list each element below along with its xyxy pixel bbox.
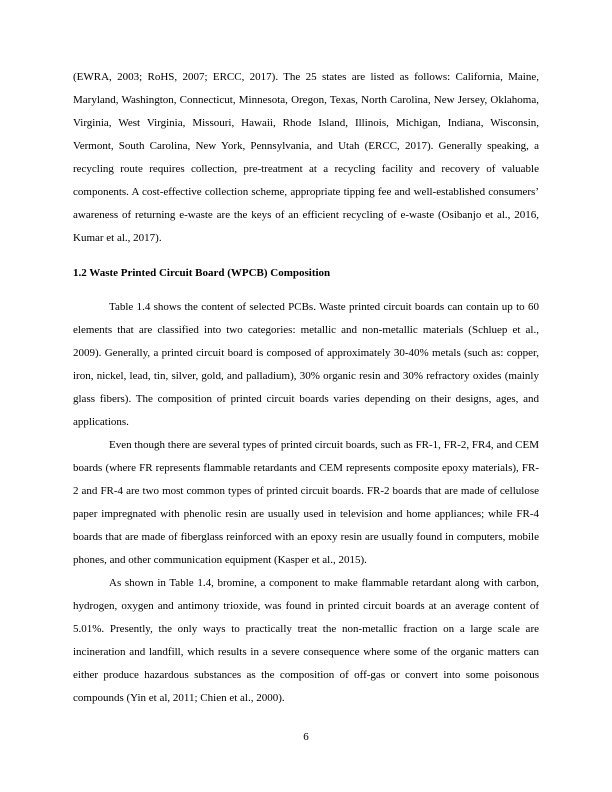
spacer: [73, 250, 539, 262]
page-number: 6: [303, 731, 309, 743]
paragraph-pcb-types: Even though there are several types of printed circuit boards, such as FR-1, FR-2, FR4, and CEM boards (where FR represents flammable retardants and CEM represents composite epoxy materials), FR-2 and FR-4 are two most common types of printed circuit boards. FR-2 boards that are made of cellulose paper impregnated with phenolic resin are usually used in television and home appliances; while FR-4 boards that are made of fiberglass reinforced with an epoxy resin are usually found in computers, mobile phones, and other communication equipment (Kasper et al., 2015).: [73, 439, 539, 566]
page-body: [73, 66, 539, 710]
paragraph-pcb-content: Table 1.4 shows the content of selected PCBs. Waste printed circuit boards can contain up to 60 elements that are classified into two categories: metallic and non-metallic materials (Schluep et al., 2009). Generally, a printed circuit board is composed of approximately 30-40% metals (such as: copper, iron, nickel, lead, tin, silver, gold, and palladium), 30% organic resin and 30% refractory oxides (mainly glass fibers). The composition of printed circuit boards varies depending on their designs, ages, and applications.: [73, 301, 539, 428]
section-heading-wpcb-composition: 1.2 Waste Printed Circuit Board (WPCB) Composition: [73, 267, 331, 279]
paragraph-bromine-treatment: As shown in Table 1.4, bromine, a component to make flammable retardant along with carbon, hydrogen, oxygen and antimony trioxide, was found in printed circuit boards at an average content of 5.01%. Presently, the only ways to practically treat the non-metallic fraction on a large scale are incineration and landfill, which results in a severe consequence where some of the organic matters can either produce hazardous substances as the composition of off-gas or convert into some poisonous compounds (Yin et al, 2011; Chien et al., 2000).: [73, 577, 539, 704]
paragraph-ewaste-recycling: (EWRA, 2003; RoHS, 2007; ERCC, 2017). The 25 states are listed as follows: California, Maine, Maryland, Washington, Connecticut, Minnesota, Oregon, Texas, North Carolina, New Jersey, Oklahoma, Virginia, West Virginia, Missouri, Hawaii, Rhode Island, Illinois, Michigan, Indiana, Wisconsin, Vermont, South Carolina, New York, Pennsylvania, and Utah (ERCC, 2017). Generally speaking, a recycling route requires collection, pre-treatment at a recycling facility and recovery of valuable components. A cost-effective collection scheme, appropriate tipping fee and well-established consumers’ awareness of returning e-waste are the keys of an efficient recycling of e-waste (Osibanjo et al., 2016, Kumar et al., 2017).: [73, 71, 539, 244]
spacer: [73, 285, 539, 296]
